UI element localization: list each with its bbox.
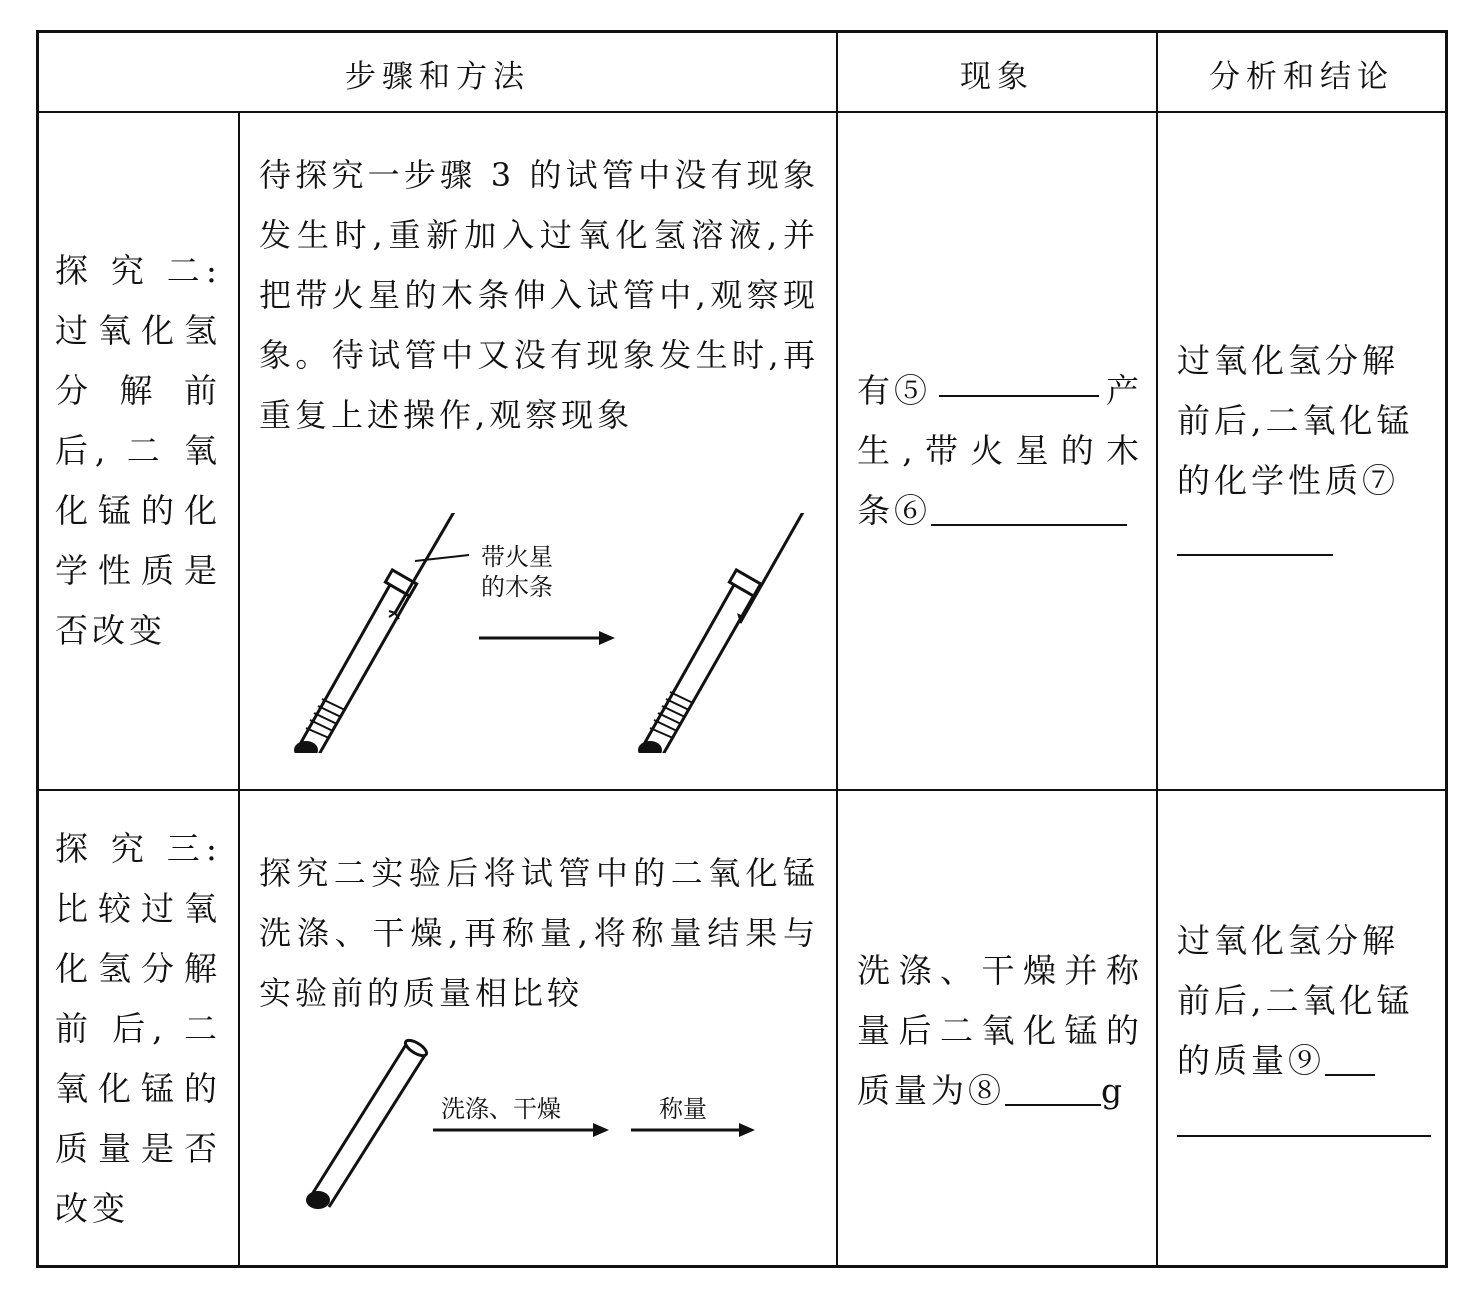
blank-label: 条⑥ bbox=[857, 491, 931, 530]
row3-topic bbox=[55, 819, 221, 1239]
col-divider-topic bbox=[238, 111, 240, 1265]
conclusion-text: 过氧化氢分解前后,二氧化锰的质量 bbox=[1177, 921, 1414, 1080]
blank-label: ⑧ bbox=[968, 1071, 1005, 1110]
blank-6[interactable] bbox=[931, 490, 1127, 526]
blank-7[interactable] bbox=[1177, 520, 1333, 556]
row2-phenomenon bbox=[857, 361, 1143, 541]
header-method: 步骤和方法 bbox=[345, 58, 530, 95]
test-tube-repeated bbox=[638, 513, 815, 753]
row2-conclusion bbox=[1177, 331, 1431, 571]
test-tube-with-splint bbox=[294, 513, 472, 753]
row3-diagram bbox=[259, 1033, 819, 1223]
header-phenomenon: 现象 bbox=[960, 58, 1034, 95]
topic-line: 否改变 bbox=[55, 611, 166, 650]
topic-line: 比较过氧 bbox=[55, 889, 221, 928]
col-divider-method bbox=[836, 33, 838, 1265]
row2-topic bbox=[55, 241, 221, 661]
topic-line: 后, 二 氧 bbox=[55, 431, 221, 470]
blank-label: ⑦ bbox=[1362, 461, 1399, 500]
row3-method-text: 探究二实验后将试管中的二氧化锰洗涤、干燥,再称量,将称量结果与实验前的质量相比较 bbox=[259, 854, 819, 1012]
topic-line: 分 解 前 bbox=[55, 371, 221, 410]
topic-line: 探 究 三: bbox=[55, 829, 221, 868]
row3-conclusion bbox=[1177, 911, 1431, 1137]
arrow bbox=[433, 1123, 609, 1137]
topic-line: 化氢分解 bbox=[55, 949, 221, 988]
conclusion-text: 过氧化氢分解前后,二氧化锰的化学性质 bbox=[1177, 341, 1414, 500]
blank-5[interactable] bbox=[939, 361, 1099, 397]
phenomenon-line2: 生,带火星的木 bbox=[857, 431, 1143, 470]
row-divider bbox=[39, 789, 1445, 791]
topic-line: 过氧化氢 bbox=[55, 311, 221, 350]
phenomenon-text: 产 bbox=[1106, 371, 1143, 410]
wooden-splint-label bbox=[481, 543, 553, 601]
experiment-table bbox=[36, 30, 1448, 1268]
col-divider-phenomenon bbox=[1156, 33, 1158, 1265]
header-conclusion: 分析和结论 bbox=[1209, 58, 1394, 95]
phenomenon-line3 bbox=[857, 481, 1143, 541]
blank-8[interactable] bbox=[1005, 1070, 1101, 1106]
topic-line: 化锰的化 bbox=[55, 491, 221, 530]
row2-method-text: 待探究一步骤 3 的试管中没有现象发生时,重新加入过氧化氢溶液,并把带火星的木条伸入试管中,观察现象。待试管中又没有现象发生时,再重复上述操作,观察现象 bbox=[259, 156, 819, 434]
arrow bbox=[631, 1123, 755, 1137]
weigh-label: 称量 bbox=[659, 1095, 707, 1123]
phenomenon-line1 bbox=[857, 361, 1143, 421]
row3-phenomenon bbox=[857, 941, 1143, 1121]
row2-diagram bbox=[259, 513, 819, 753]
test-tube-empty bbox=[306, 1037, 429, 1209]
arrow bbox=[479, 631, 615, 645]
blank-9[interactable] bbox=[1325, 1040, 1375, 1076]
label-line: 的木条 bbox=[481, 573, 553, 601]
phenomenon-text: 洗涤、干燥并称量后二氧化锰的质量为 bbox=[857, 951, 1143, 1110]
blank-label: ⑨ bbox=[1288, 1041, 1325, 1080]
topic-line: 质量是否 bbox=[55, 1129, 221, 1168]
label-line: 带火星 bbox=[481, 543, 553, 571]
topic-line: 前 后, 二 bbox=[55, 1009, 221, 1048]
blank-9-continued[interactable] bbox=[1177, 1091, 1431, 1137]
topic-line: 学性质是 bbox=[55, 551, 221, 590]
topic-line: 氧化锰的 bbox=[55, 1069, 221, 1108]
topic-line: 探 究 二: bbox=[55, 251, 221, 290]
wash-dry-label: 洗涤、干燥 bbox=[441, 1095, 561, 1123]
unit-label: g bbox=[1101, 1071, 1127, 1110]
blank-label: 有⑤ bbox=[857, 371, 931, 410]
topic-line: 改变 bbox=[55, 1189, 129, 1228]
